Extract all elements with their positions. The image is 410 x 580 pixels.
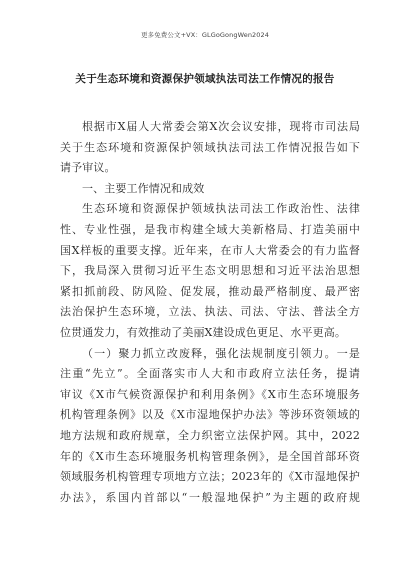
- paragraph-line: 下，我局深入贯彻习近平生态文明思想和习近平法治思想: [60, 264, 360, 278]
- section-heading: 一、主要工作情况和成效: [82, 181, 205, 195]
- paragraph-line: 办法》，系国内首部以“一般湿地保护”为主题的政府规: [60, 490, 360, 504]
- paragraph-line: 注重“先立”。全面落实市人大和市政府立法任务，提请: [60, 367, 360, 381]
- paragraph-line: 地方法规和政府规章，全力织密立法保护网。其中，2022: [60, 428, 360, 442]
- paragraph-line: 国X样板的重要支撑。近年来，在市人大常委会的有力监督: [60, 243, 360, 257]
- paragraph-line: 关于生态环境和资源保护领域执法司法工作情况报告如下: [60, 140, 360, 154]
- paragraph-line: 生态环境和资源保护领域执法司法工作政治性、法律: [82, 202, 360, 216]
- paragraph-line: 请予审议。: [60, 161, 116, 175]
- paragraph-line: 领域服务机构管理专项地方立法；2023年的《X市湿地保护: [60, 470, 360, 484]
- paragraph-line: 紧扣抓前段、防风险、促发展，推动最严格制度、最严密: [60, 284, 360, 298]
- paragraph-line: 位贯通发力，有效推动了美丽X建设成色更足、水平更高。: [60, 325, 346, 339]
- paragraph-line: （一）聚力抓立改废释，强化法规制度引领力。一是: [82, 346, 360, 360]
- paragraph-line: 机构管理条例》以及《X市湿地保护办法》等涉环资领域的: [60, 408, 360, 422]
- document-body: [60, 117, 360, 508]
- document-title: 关于生态环境和资源保护领域执法司法工作情况的报告: [75, 73, 335, 85]
- paragraph-line: 审议《X市气候资源保护和利用条例》《X市生态环境服务: [60, 387, 360, 401]
- header-note: 更多免费公文+VX：GLGoGongWen2024: [141, 31, 269, 39]
- paragraph-line: 根据市X届人大常委会第X次会议安排，现将市司法局: [82, 120, 360, 133]
- paragraph-line: 法治保护生态环境，立法、执法、司法、守法、普法全方: [60, 305, 360, 319]
- paragraph-line: 年的《X市生态环境服务机构管理条例》，是全国首部环资: [60, 449, 360, 463]
- paragraph-line: 性、专业性强，是我市构建全域大美新格局、打造美丽中: [60, 222, 360, 236]
